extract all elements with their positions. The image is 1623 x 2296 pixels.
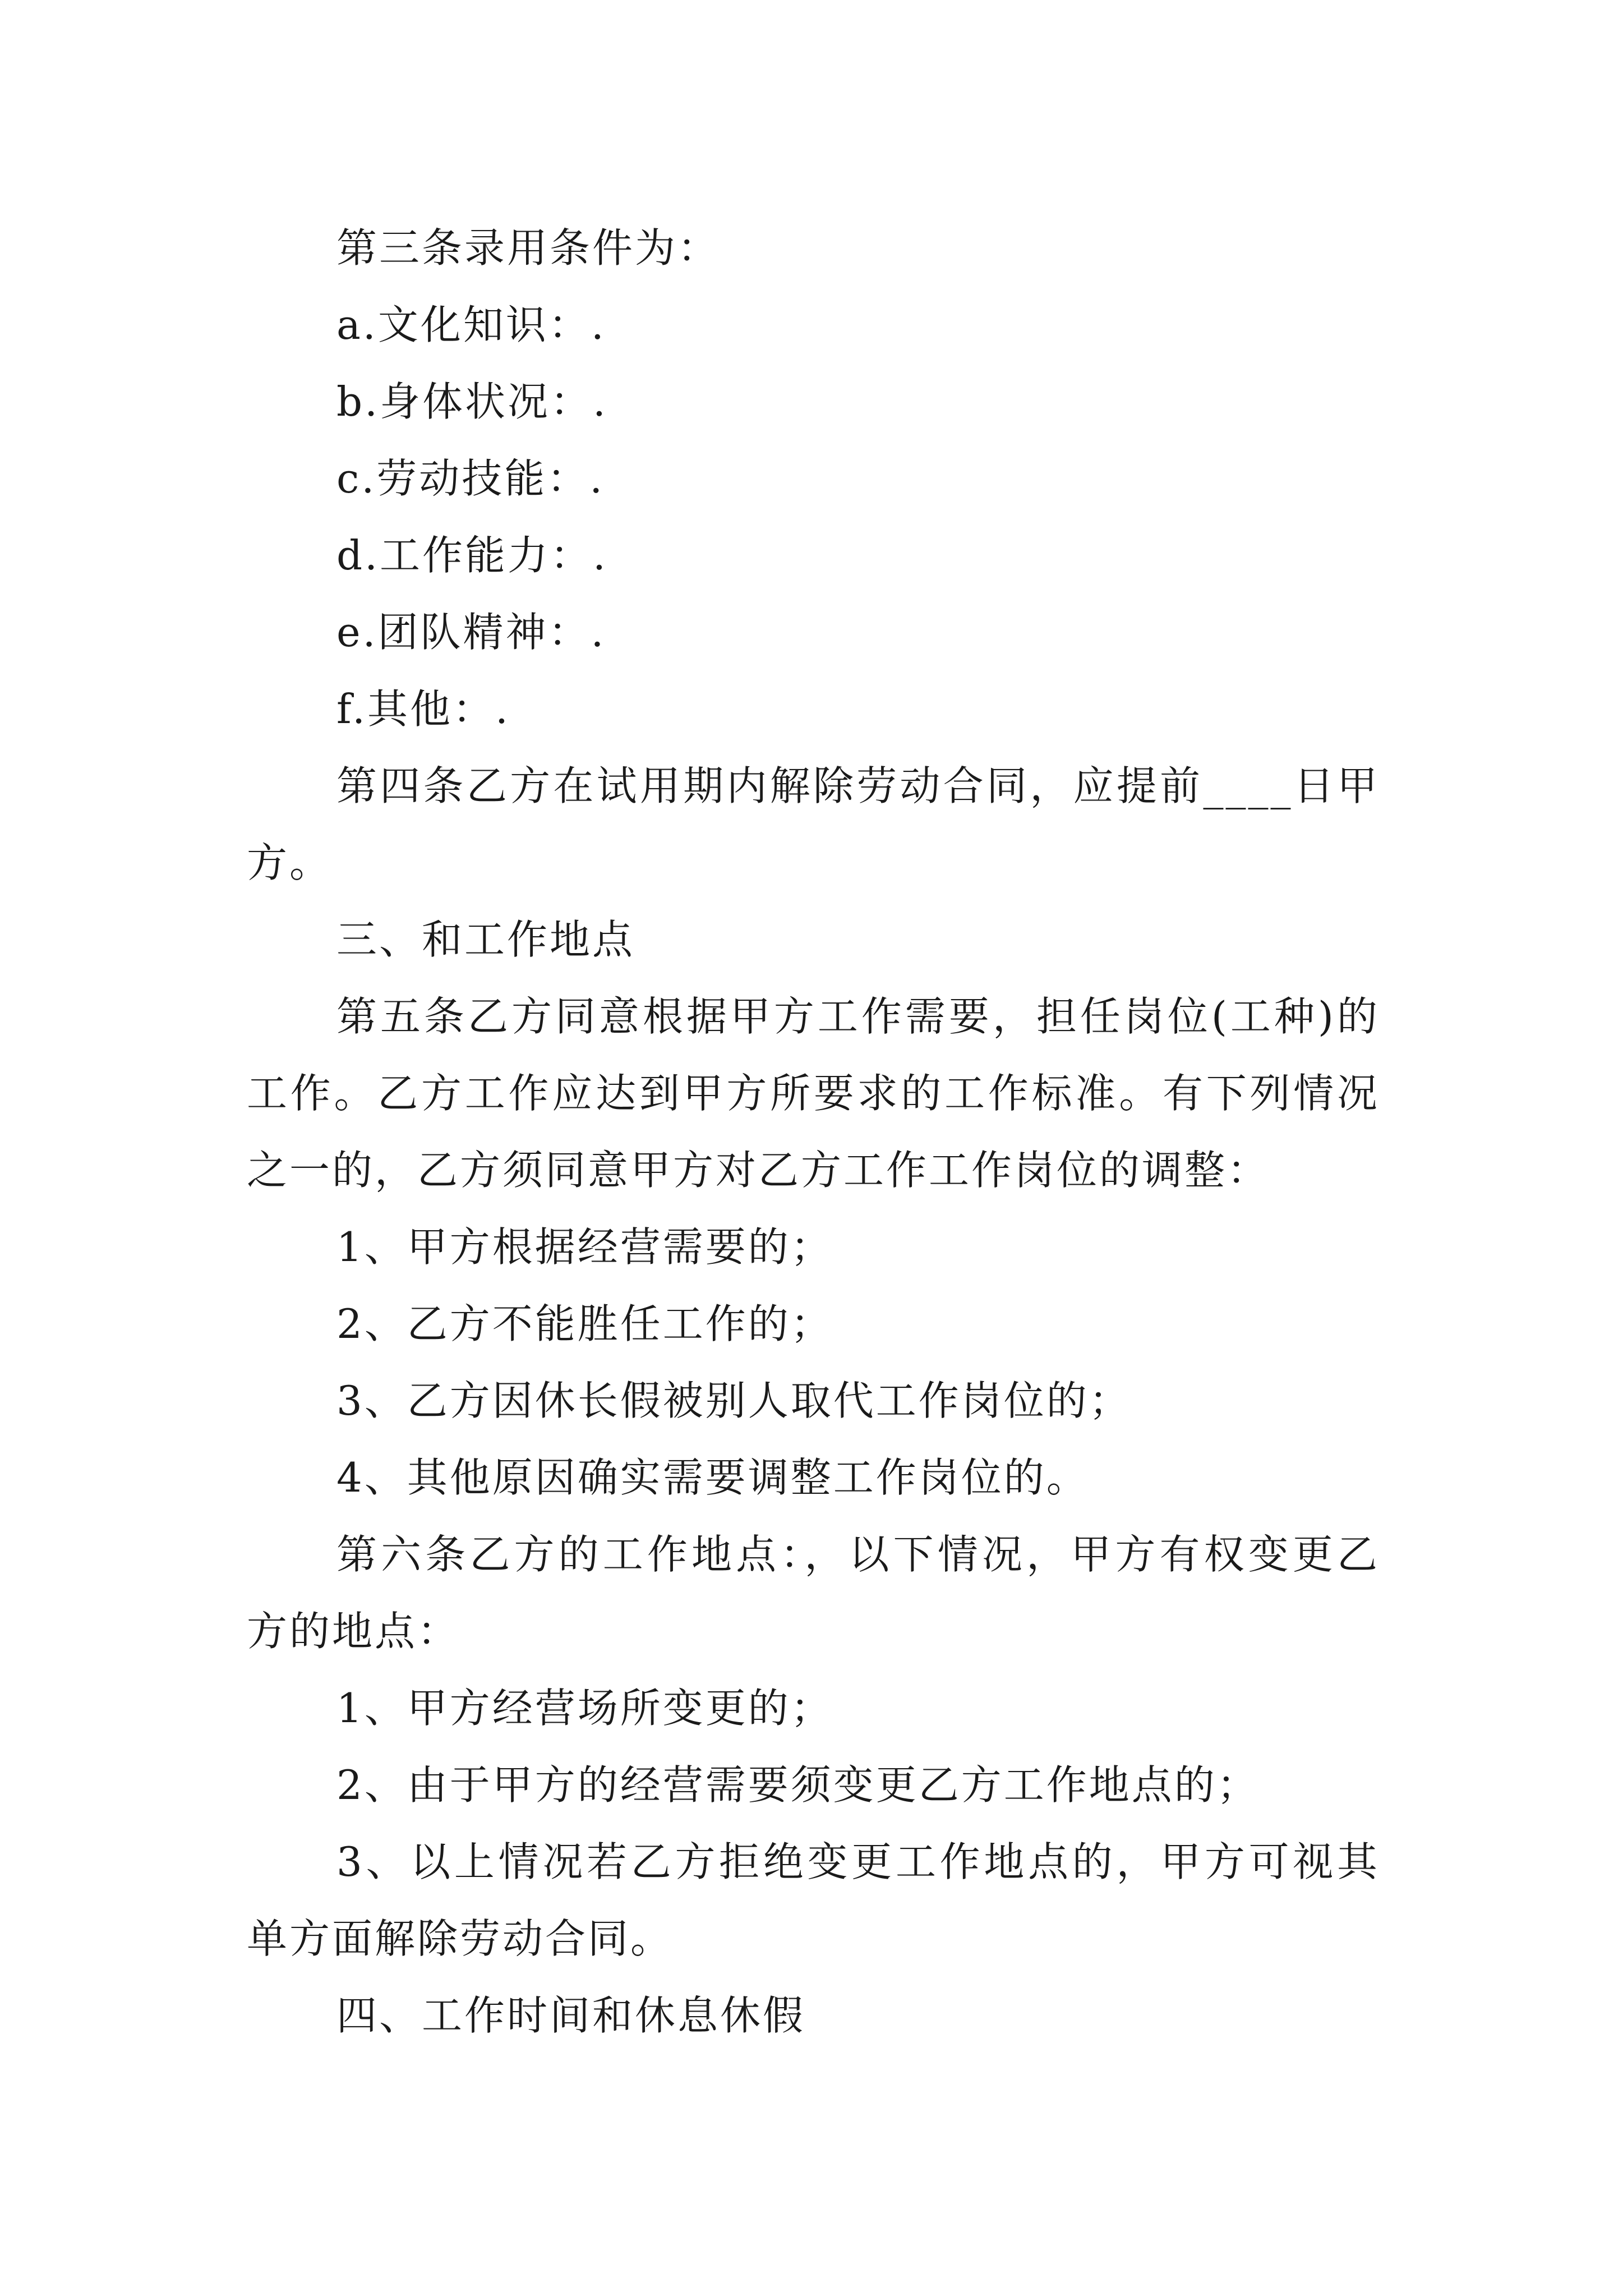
section-3-heading: 三、和工作地点 (336, 916, 635, 963)
article-5-item-4: 4、其他原因确实需要调整工作岗位的。 (336, 1454, 1089, 1501)
article-6-item-2: 2、由于甲方的经营需要须变更乙方工作地点的； (336, 1761, 1260, 1809)
condition-a: a.文化知识：. (336, 301, 606, 348)
article-5-item-2: 2、乙方不能胜任工作的； (336, 1300, 833, 1347)
condition-d: d.工作能力：. (336, 532, 608, 579)
document-body (247, 210, 1380, 2054)
article-6-item-1: 1、甲方经营场所变更的； (336, 1685, 833, 1732)
article-6: 第六条乙方的工作地点：，以下情况，甲方有权变更乙方的地点： (247, 1531, 1380, 1655)
section-4-heading: 四、工作时间和休息休假 (336, 1992, 806, 2039)
condition-b: b.身体状况：. (336, 378, 608, 425)
article-5: 第五条乙方同意根据甲方工作需要，担任岗位(工种)的工作。乙方工作应达到甲方所要求的工作标准。有下列情况之一的，乙方须同意甲方对乙方工作工作岗位的调整： (247, 993, 1380, 1194)
condition-e: e.团队精神：. (336, 609, 606, 656)
article-5-item-3: 3、乙方因休长假被别人取代工作岗位的； (336, 1377, 1132, 1424)
article-6-item-3: 3、以上情况若乙方拒绝变更工作地点的，甲方可视其单方面解除劳动合同。 (247, 1838, 1380, 1962)
condition-c: c.劳动技能：. (336, 455, 605, 502)
article-5-item-1: 1、甲方根据经营需要的； (336, 1223, 833, 1271)
condition-f: f.其他：. (336, 685, 510, 733)
article-4: 第四条乙方在试用期内解除劳动合同，应提前____日甲方。 (247, 762, 1380, 886)
article-3-heading: 第三条录用条件为： (336, 224, 721, 272)
